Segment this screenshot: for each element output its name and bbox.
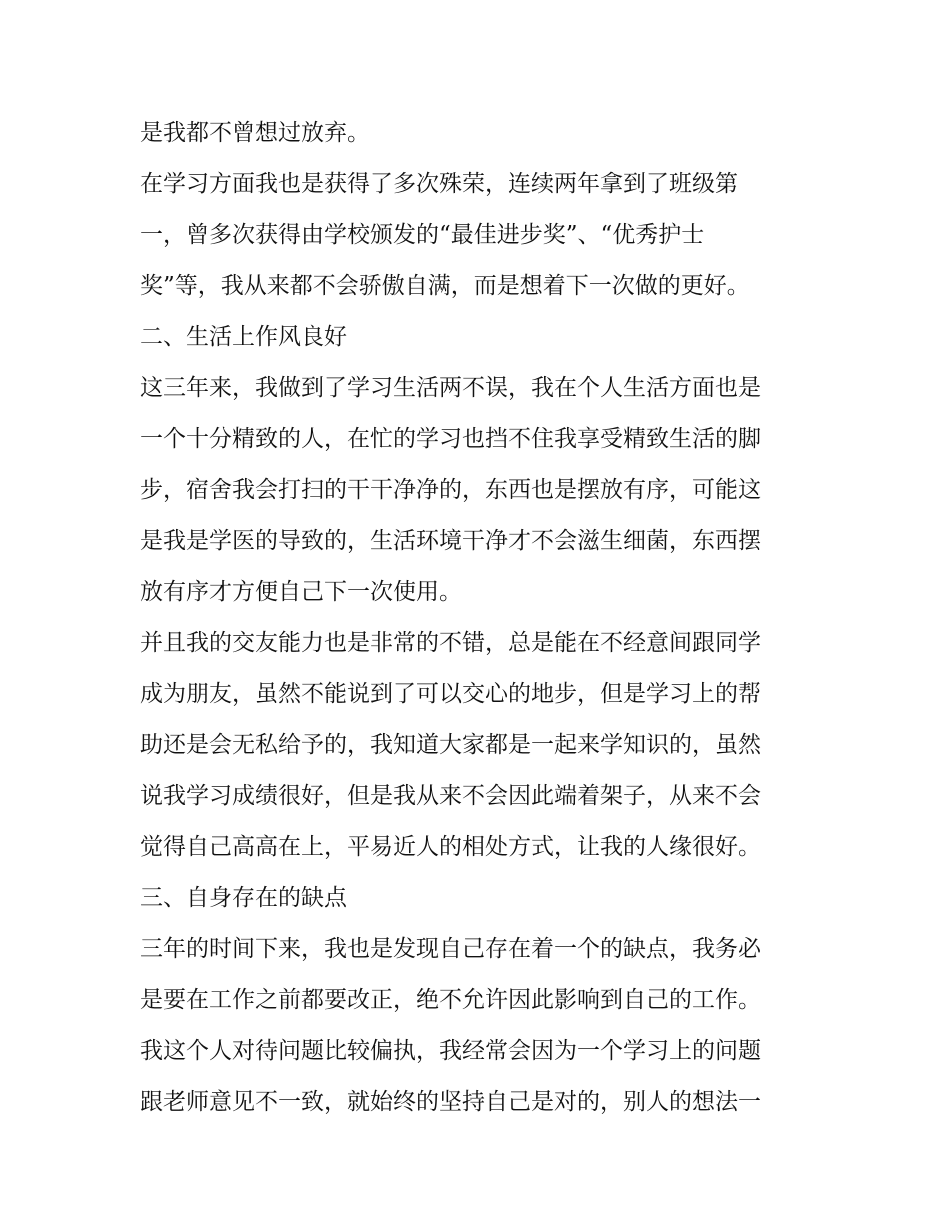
paragraph-line: 是我是学医的导致的，生活环境干净才不会滋生细菌，东西摆 xyxy=(140,528,761,554)
paragraph-line: 并且我的交友能力也是非常的不错，总是能在不经意间跟同学 xyxy=(140,630,761,656)
paragraph-line: 步，宿舍我会打扫的干干净净的，东西也是摆放有序，可能这 xyxy=(140,477,761,503)
paragraph-line: 觉得自己高高在上，平易近人的相处方式，让我的人缘很好。 xyxy=(140,834,761,860)
paragraph-line: 助还是会无私给予的，我知道大家都是一起来学知识的，虽然 xyxy=(140,732,761,758)
paragraph-line: 三年的时间下来，我也是发现自己存在着一个的缺点，我务必 xyxy=(140,936,761,962)
section-heading: 二、生活上作风良好 xyxy=(140,324,347,350)
paragraph-line: 一个十分精致的人，在忙的学习也挡不住我享受精致生活的脚 xyxy=(140,426,761,452)
paragraph-line: 我这个人对待问题比较偏执，我经常会因为一个学习上的问题 xyxy=(140,1038,761,1064)
paragraph-line: 在学习方面我也是获得了多次殊荣，连续两年拿到了班级第 xyxy=(140,171,738,197)
paragraph-line: 是我都不曾想过放弃。 xyxy=(140,120,370,146)
paragraph-line: 奖”等，我从来都不会骄傲自满，而是想着下一次做的更好。 xyxy=(140,273,750,299)
paragraph-line: 这三年来，我做到了学习生活两不误，我在个人生活方面也是 xyxy=(140,375,761,401)
document-body xyxy=(140,108,830,1128)
paragraph-line: 放有序才方便自己下一次使用。 xyxy=(140,579,462,605)
section-heading: 三、自身存在的缺点 xyxy=(140,885,347,911)
paragraph-line: 是要在工作之前都要改正，绝不允许因此影响到自己的工作。 xyxy=(140,987,761,1013)
paragraph-line: 说我学习成绩很好，但是我从来不会因此端着架子，从来不会 xyxy=(140,783,761,809)
paragraph-line: 跟老师意见不一致，就始终的坚持自己是对的，别人的想法一 xyxy=(140,1089,761,1115)
paragraph-line: 一，曾多次获得由学校颁发的“最佳进步奖”、“优秀护士 xyxy=(140,222,705,248)
paragraph-line: 成为朋友，虽然不能说到了可以交心的地步，但是学习上的帮 xyxy=(140,681,761,707)
